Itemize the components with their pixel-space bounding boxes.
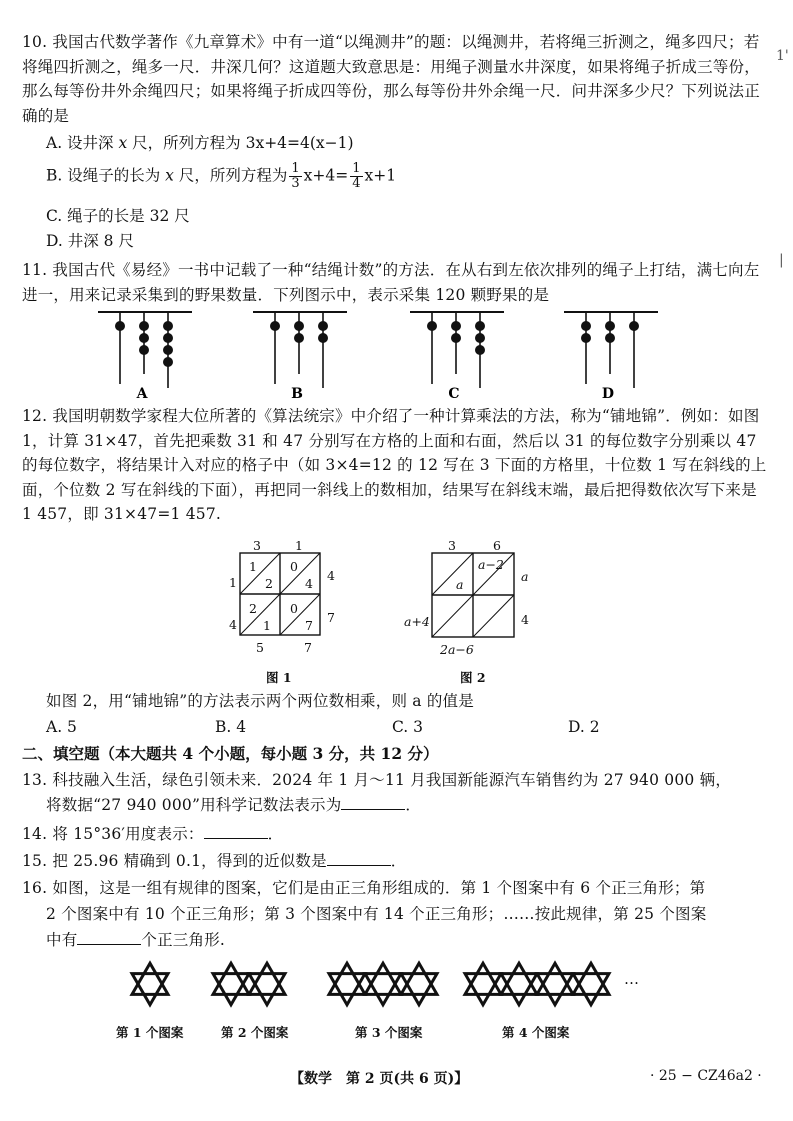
knot — [451, 321, 461, 331]
q13-line2-text: 将数据“27 940 000”用科学记数法表示为 — [46, 796, 342, 814]
q14-answer-blank[interactable] — [204, 824, 268, 839]
margin-mark: 1' — [776, 48, 789, 64]
fig1-cell: 0 — [290, 559, 298, 574]
triangle — [329, 963, 365, 994]
q14-text: 14. 将 15°36′用度表示： — [22, 825, 204, 843]
q13-end: ． — [405, 796, 422, 814]
triangle — [401, 963, 437, 994]
q14 — [22, 822, 767, 847]
q15-end: ． — [390, 852, 407, 870]
fig1-bottom-1: 5 — [256, 640, 264, 655]
fig2-right-1: a — [521, 569, 529, 584]
knot — [427, 321, 437, 331]
fig1-cell: 2 — [265, 576, 273, 591]
knot — [629, 321, 639, 331]
triangle — [213, 963, 249, 994]
q12-question: 如图 2，用“铺地锦”的方法表示两个两位数相乘，则 a 的值是 — [46, 692, 474, 710]
knot — [163, 345, 173, 355]
knot — [294, 333, 304, 343]
fig2-bottom: 2a−6 — [440, 642, 474, 657]
triangle — [501, 974, 537, 1005]
triangle — [365, 963, 401, 994]
frac1-den: 3 — [291, 176, 300, 191]
fig2-right-2: 4 — [521, 612, 529, 627]
q14-end: ． — [267, 825, 284, 843]
q10-a-pre: A. 设井深 — [46, 134, 119, 152]
knot-figure-A — [98, 312, 192, 402]
q13-line2 — [46, 793, 791, 818]
knot-figure-C — [410, 312, 504, 402]
q16-line3 — [46, 928, 791, 953]
q13-answer-blank[interactable] — [341, 795, 405, 810]
triangle-patterns — [0, 950, 793, 1015]
knot — [163, 321, 173, 331]
knot-option-label: A — [136, 386, 148, 402]
fig1-cell: 2 — [249, 601, 257, 616]
knot — [581, 333, 591, 343]
triangle — [501, 963, 537, 994]
triangle — [573, 963, 609, 994]
q16-line3-pre: 中有 — [46, 931, 78, 949]
triangle — [465, 963, 501, 994]
q15-text: 15. 把 25.96 精确到 0.1，得到的近似数是 — [22, 852, 327, 870]
fig2-top-1: 3 — [448, 538, 456, 553]
q12-option-c: C. 3 — [392, 718, 424, 736]
q16-line1: 16. 如图，这是一组有规律的图案，它们是由正三角形组成的．第 1 个图案中有 6 个正三角形；第 — [22, 879, 706, 897]
knot — [163, 357, 173, 367]
fig1-cell: 0 — [290, 601, 298, 616]
fig2-top-2: 6 — [493, 538, 501, 553]
margin-mark: | — [779, 252, 784, 268]
section2-heading: 二、填空题（本大题共 4 个小题，每小题 3 分，共 12 分） — [22, 744, 439, 763]
triangle — [573, 974, 609, 1005]
triangle-pattern-4 — [465, 963, 609, 1005]
triangle — [249, 963, 285, 994]
q16-line2: 2 个图案中有 10 个正三角形；第 3 个图案中有 14 个正三角形；……按此规律，第 25 个图案 — [46, 905, 707, 923]
fig1-cell: 1 — [263, 618, 271, 633]
knot-figure-D — [564, 312, 658, 402]
knot-option-label: C — [448, 386, 460, 402]
fig2-caption: 图 2 — [460, 670, 486, 685]
fraction-one-third — [289, 162, 301, 191]
triangle — [537, 963, 573, 994]
pattern4-caption: 第 4 个图案 — [502, 1025, 570, 1040]
knot-option-label: B — [291, 386, 303, 402]
triangle — [213, 974, 249, 1005]
knot — [139, 321, 149, 331]
fig1-top-2: 1 — [295, 538, 303, 553]
knot — [605, 333, 615, 343]
q12-option-a: A. 5 — [46, 718, 77, 736]
q15-answer-blank[interactable] — [327, 851, 391, 866]
q10-a-post: 尺，所列方程为 3x+4=4(x−1) — [127, 134, 354, 152]
fraction-one-fourth — [350, 162, 362, 191]
fig1-left-1: 1 — [229, 575, 237, 590]
fig1-caption: 图 1 — [266, 670, 292, 685]
frac1-num: 1 — [291, 161, 300, 176]
fig1-cell: 1 — [249, 559, 257, 574]
triangle — [329, 974, 365, 1005]
q10-b-mid: 尺，所列方程为 — [173, 166, 288, 185]
knot-cord-figures — [0, 300, 793, 405]
triangle — [132, 974, 168, 1005]
frac2-den: 4 — [352, 176, 361, 191]
q11-text: 11. 我国古代《易经》一书中记载了一种“结绳计数”的方法．在从右到左依次排列的绳子上打结，满七向左进一，用来记录采集到的野果数量．下列图示中，表示采集 120 颗野果的是 — [22, 261, 760, 304]
knot-figure-B — [253, 312, 347, 402]
triangle — [365, 974, 401, 1005]
triangle-pattern-3 — [329, 963, 437, 1005]
knot-option-label: D — [601, 386, 615, 402]
knot — [139, 345, 149, 355]
fig2-left: a+4 — [404, 614, 430, 629]
knot — [475, 333, 485, 343]
fig1-right-1: 4 — [327, 568, 335, 583]
knot — [605, 321, 615, 331]
q15 — [22, 849, 767, 874]
triangle — [249, 974, 285, 1005]
fig1-cell: 4 — [305, 576, 313, 591]
q12-option-d: D. 2 — [568, 718, 600, 736]
triangle-pattern-1 — [132, 963, 168, 1005]
knot — [115, 321, 125, 331]
q16-line3-post: 个正三角形. — [141, 931, 226, 949]
triangle — [401, 974, 437, 1005]
q10-a-var: x — [118, 134, 128, 152]
q10-text: 10. 我国古代数学著作《九章算术》中有一道“以绳测井”的题：以绳测井，若将绳三折测之，绳多四尺；若将绳四折测之，绳多一尺．井深几何？这道题大致意思是：用绳子测量水井深度，如果将绳子折成三等份，那么每等份井外余绳四尺；如果将绳子折成四等份，那么每等份井外余绳一尺．问井深多少尺？下列说法正确的是 — [22, 33, 760, 125]
knot — [318, 321, 328, 331]
q10-option-b — [46, 162, 396, 191]
q16-answer-blank[interactable] — [77, 930, 141, 945]
q10-b-var: x — [165, 166, 174, 185]
knot — [475, 321, 485, 331]
fig1-bottom-2: 7 — [304, 640, 312, 655]
knot — [451, 333, 461, 343]
q13-line1: 13. 科技融入生活，绿色引领未来．2024 年 1 月～11 月我国新能源汽车销售约为 27 940 000 辆， — [22, 771, 732, 789]
knot — [318, 333, 328, 343]
fig1-top-1: 3 — [253, 538, 261, 553]
footer-page-info: 【数学 第 2 页(共 6 页)】 — [290, 1071, 469, 1087]
fig2-cell-top: a−2 — [478, 557, 504, 572]
pattern2-caption: 第 2 个图案 — [221, 1025, 289, 1040]
q10-option-a — [46, 131, 354, 155]
q10-option-d: D. 井深 8 尺 — [46, 232, 134, 250]
q10-b-mid2: x+4= — [303, 166, 349, 185]
q10-b-post: x+1 — [364, 166, 397, 185]
q12-text: 12. 我国明朝数学家程大位所著的《算法统宗》中介绍了一种计算乘法的方法，称为“铺地锦”．例如：如图 1，计算 31×47，首先把乘数 31 和 47 分别写在方格的上面和右面，然后以 31 的每位数字分别乘以 47 的每位数字，将结果计入对应的格子中（如 3×4=12 的 12 写在 3 下面的方格里，十位数 1 写在斜线的上面，个位数 2 写在斜线的下面），再把同一斜线上的数相加，结果写在斜线末端，最后把得数依次写下来是 1 457，即 31×47=1 457. — [22, 407, 767, 523]
q10-b-pre: B. 设绳子的长为 — [46, 166, 166, 185]
knot — [475, 345, 485, 355]
pattern3-caption: 第 3 个图案 — [355, 1025, 423, 1040]
fig1-right-2: 7 — [327, 610, 335, 625]
knot — [270, 321, 280, 331]
knot — [163, 333, 173, 343]
q10-option-c: C. 绳子的长是 32 尺 — [46, 207, 190, 225]
knot — [139, 333, 149, 343]
triangle — [465, 974, 501, 1005]
footer-code: · 25 − CZ46a2 · — [650, 1068, 762, 1084]
fig1-left-2: 4 — [229, 617, 237, 632]
fig1-cell: 7 — [305, 618, 313, 633]
knot — [581, 321, 591, 331]
triangle — [537, 974, 573, 1005]
fig2-cell-a: a — [456, 577, 464, 592]
q12-option-b: B. 4 — [215, 718, 247, 736]
pattern1-caption: 第 1 个图案 — [116, 1025, 184, 1040]
triangle-pattern-2 — [213, 963, 285, 1005]
knot — [294, 321, 304, 331]
frac2-num: 1 — [352, 161, 361, 176]
triangle — [132, 963, 168, 994]
pattern-ellipsis: … — [624, 970, 639, 988]
